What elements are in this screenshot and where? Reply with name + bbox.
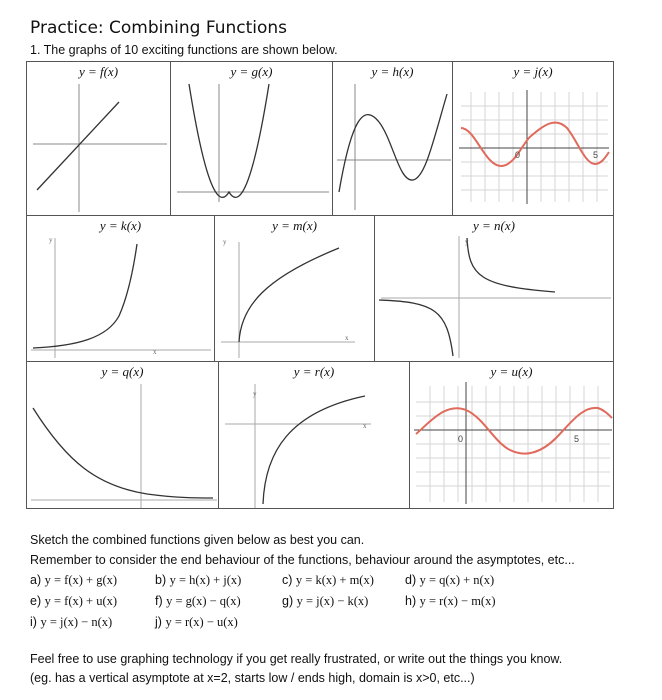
problem-j-expr: y = r(x) − u(x) <box>165 615 238 629</box>
problem-a-expr: y = f(x) + g(x) <box>44 573 118 587</box>
page-title: Practice: Combining Functions <box>30 18 288 38</box>
graph-h-plot <box>333 62 454 217</box>
problem-e: e) y = f(x) + u(x) <box>30 594 118 608</box>
graph-u-label: y = u(x) <box>490 364 533 379</box>
graph-j-plot <box>453 62 615 217</box>
problem-h-expr: y = r(x) − m(x) <box>419 594 496 608</box>
graph-m-plot <box>215 216 376 363</box>
graph-r-y: y <box>253 390 257 398</box>
problem-c-expr: y = k(x) + m(x) <box>295 573 374 587</box>
graph-r <box>218 361 410 509</box>
intro-text: 1. The graphs of 10 exciting functions are shown below. <box>30 43 338 57</box>
problem-c: c) y = k(x) + m(x) <box>282 573 374 587</box>
graph-u-plot <box>410 362 615 510</box>
graph-k-label: y = k(x) <box>99 218 142 233</box>
graph-k-plot <box>27 216 216 363</box>
graph-n-y: y <box>465 238 469 246</box>
graph-j <box>452 61 614 216</box>
footer-tip: Feel free to use graphing technology if you get really frustrated, or write out the things you know. <box>30 652 563 666</box>
graph-n-label: y = n(x) <box>473 218 515 233</box>
graph-u <box>409 361 614 509</box>
problem-h: h) y = r(x) − m(x) <box>405 594 496 608</box>
problem-e-expr: y = f(x) + u(x) <box>44 594 118 608</box>
graph-m-x: x <box>345 334 349 342</box>
graph-g-plot <box>171 62 334 217</box>
graph-f <box>26 61 171 216</box>
sketch-instruction: Sketch the combined functions given below as best you can. <box>30 533 365 547</box>
problem-f-expr: y = g(x) − q(x) <box>166 594 241 608</box>
problem-j: j) y = r(x) − u(x) <box>155 615 238 629</box>
graph-m-label: y = m(x) <box>272 218 317 233</box>
graph-j-label: y = j(x) <box>513 64 553 79</box>
graph-m <box>214 215 375 362</box>
graph-n-plot <box>375 216 615 363</box>
graph-r-label: y = r(x) <box>293 364 335 379</box>
remember-instruction: Remember to consider the end behaviour of the functions, behaviour around the asymptotes, etc... <box>30 553 575 567</box>
problem-d-expr: y = q(x) + n(x) <box>419 573 495 587</box>
graph-r-plot <box>219 362 411 510</box>
graph-h <box>332 61 453 216</box>
graph-k <box>26 215 215 362</box>
graph-q-plot <box>27 362 220 510</box>
graph-r-x: x <box>363 422 367 430</box>
footer-example: (eg. has a vertical asymptote at x=2, starts low / ends high, domain is x>0, etc...) <box>30 671 475 685</box>
problem-b: b) y = h(x) + j(x) <box>155 573 242 587</box>
problem-g: g) y = j(x) − k(x) <box>282 594 369 608</box>
graph-g-label: y = g(x) <box>230 64 273 79</box>
graph-q-label: y = q(x) <box>101 364 144 379</box>
graph-k-x: x <box>153 348 157 356</box>
problem-i: i) y = j(x) − n(x) <box>30 615 113 629</box>
graph-k-y: y <box>49 236 53 244</box>
graph-q <box>26 361 219 509</box>
graph-f-label: y = f(x) <box>78 64 119 79</box>
problem-i-expr: y = j(x) − n(x) <box>40 615 113 629</box>
graph-f-plot <box>27 62 172 217</box>
problem-d: d) y = q(x) + n(x) <box>405 573 495 587</box>
problem-b-expr: y = h(x) + j(x) <box>169 573 242 587</box>
problem-a: a) y = f(x) + g(x) <box>30 573 118 587</box>
graph-m-y: y <box>223 238 227 246</box>
graph-n <box>374 215 614 362</box>
graph-j-five: 5 <box>593 150 599 160</box>
graph-g <box>170 61 333 216</box>
graph-h-label: y = h(x) <box>371 64 414 79</box>
problem-f: f) y = g(x) − q(x) <box>155 594 241 608</box>
problem-g-expr: y = j(x) − k(x) <box>296 594 369 608</box>
graph-j-zero: 0 <box>515 150 521 160</box>
graph-u-five: 5 <box>574 434 580 444</box>
graph-u-zero: 0 <box>458 434 464 444</box>
